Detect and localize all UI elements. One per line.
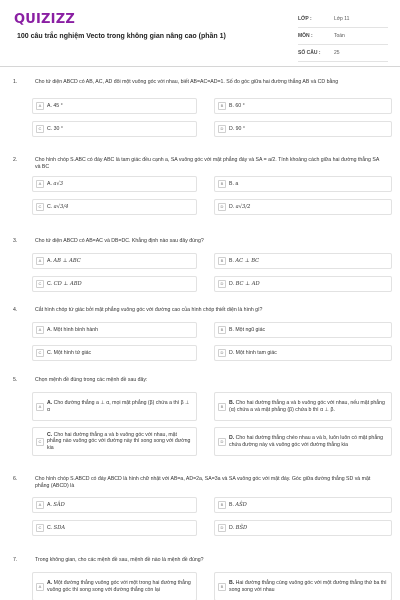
option-label: D. — [229, 203, 235, 210]
option-a[interactable] — [32, 253, 197, 269]
option-letter: C — [36, 280, 44, 288]
option-label: B. — [229, 257, 234, 264]
option-text: Cho hai đường thẳng a và b vuông góc với nhau, nếu mặt phẳng (α) chứa a và mặt phẳng (β) chứa b thì α ⊥ β. — [229, 399, 385, 413]
question-number: 7. — [13, 557, 18, 563]
question-number: 6. — [13, 476, 18, 482]
option-letter: A — [36, 257, 44, 265]
option-text: BC ⊥ AD — [235, 280, 260, 287]
question-number: 3. — [13, 238, 18, 244]
meta-value: Lớp 11 — [334, 16, 350, 22]
option-text: 60 ° — [235, 102, 245, 109]
option-text: AB ⊥ ABC — [53, 257, 81, 264]
option-text: SÂD — [53, 501, 65, 508]
option-text: 45 ° — [53, 102, 63, 109]
question-number: 2. — [13, 157, 18, 163]
option-label: A. — [47, 102, 52, 109]
option-b[interactable] — [214, 253, 392, 269]
option-letter: D — [218, 280, 226, 288]
option-a[interactable] — [32, 322, 197, 338]
question-text: Cho tứ diện ABCD có AB=AC và DB=DC. Khẳng định nào sau đây đúng? — [35, 238, 204, 244]
option-label: B. — [229, 501, 234, 508]
option-label: D. — [229, 524, 235, 531]
option-text: a√3/4 — [53, 203, 69, 210]
option-letter: C — [36, 125, 44, 133]
meta-row-subject — [298, 28, 388, 45]
option-d[interactable] — [214, 199, 392, 215]
question-text: Cho hình chóp S.ABC có đáy ABC là tam giác đều cạnh a, SA vuông góc với mặt phẳng đáy và SA = a/2. Tính khoảng cách giữa hai đường thẳng SA và BC — [35, 157, 379, 170]
option-b[interactable] — [214, 392, 392, 421]
option-label: D. — [229, 280, 235, 287]
question-text: Trong không gian, cho các mệnh đề sau, mệnh đề nào là mệnh đề đúng? — [35, 557, 204, 563]
option-d[interactable] — [214, 121, 392, 137]
question-number: 1. — [13, 79, 18, 85]
option-text: Một đường thẳng vuông góc với một trong hai đường thẳng vuông góc thì song song với đường thẳng còn lại — [47, 579, 191, 593]
option-d[interactable] — [214, 520, 392, 536]
option-letter: D — [218, 125, 226, 133]
option-c[interactable] — [32, 199, 197, 215]
option-label: C. — [47, 280, 53, 287]
option-letter: D — [218, 349, 226, 357]
option-text: Cho đường thẳng a ⊥ α, mọi mặt phẳng (β) chứa a thì β ⊥ α — [47, 399, 190, 413]
option-label: A. — [47, 501, 52, 508]
option-text: Hai đường thẳng cùng vuông góc với một đường thẳng thứ ba thì song song với nhau — [229, 579, 387, 593]
worksheet-header — [0, 0, 400, 67]
question-text: Cho tứ diện ABCD có AB, AC, AD đôi một vuông góc với nhau, biết AB=AC=AD=1. Số đo góc giữa hai đường thẳng AB và CD bằng — [35, 79, 339, 85]
option-label: D. — [229, 434, 235, 441]
option-text: Một hình tam giác — [235, 349, 277, 356]
option-text: a√3 — [53, 180, 64, 187]
option-c[interactable] — [32, 276, 197, 292]
option-letter: A — [36, 501, 44, 509]
option-label: A. — [47, 180, 52, 187]
option-text: AC ⊥ BC — [235, 257, 260, 264]
option-d[interactable] — [214, 427, 392, 456]
option-letter: A — [36, 583, 44, 591]
option-text: 30 ° — [53, 125, 63, 132]
option-c[interactable] — [32, 520, 197, 536]
option-letter: C — [36, 349, 44, 357]
question-number: 4. — [13, 307, 18, 313]
option-text: a — [235, 180, 239, 187]
option-label: A. — [47, 257, 52, 264]
option-d[interactable] — [214, 276, 392, 292]
option-label: A. — [47, 399, 53, 406]
option-text: Một ngũ giác — [235, 326, 266, 333]
option-letter: B — [218, 403, 226, 411]
option-a[interactable] — [32, 497, 197, 513]
option-label: B. — [229, 579, 235, 586]
option-text: Cho hai đường thẳng chéo nhau a và b, luôn luôn có mặt phẳng chứa đường này và vuông góc với đường thẳng kia — [229, 434, 383, 448]
option-label: B. — [229, 399, 235, 406]
option-c[interactable] — [32, 427, 197, 456]
option-label: B. — [229, 180, 234, 187]
option-letter: A — [36, 180, 44, 188]
option-b[interactable] — [214, 497, 392, 513]
option-letter: D — [218, 524, 226, 532]
option-label: C. — [47, 125, 53, 132]
option-text: a√3/2 — [235, 203, 251, 210]
option-a[interactable] — [32, 572, 197, 600]
option-text: BŜD — [235, 524, 248, 531]
option-letter: A — [36, 102, 44, 110]
option-label: C. — [47, 203, 53, 210]
option-letter: C — [36, 438, 44, 446]
meta-value: Toán — [334, 33, 345, 39]
meta-label: LỚP : — [298, 16, 312, 22]
option-letter: B — [218, 326, 226, 334]
option-letter: B — [218, 180, 226, 188]
meta-row-class — [298, 11, 388, 28]
option-d[interactable] — [214, 345, 392, 361]
option-label: D. — [229, 349, 235, 356]
question-text: Cắt hình chóp tứ giác bởi mặt phẳng vuông góc với đường cao của hình chóp thiết diện là hình gì? — [35, 307, 263, 313]
option-text: AŜD — [235, 501, 247, 508]
option-text: SDA — [53, 524, 66, 531]
option-letter: B — [218, 102, 226, 110]
meta-table — [298, 11, 388, 62]
option-label: C. — [47, 431, 53, 438]
meta-label: SỐ CÂU : — [298, 50, 321, 56]
option-label: D. — [229, 125, 235, 132]
option-c[interactable] — [32, 121, 197, 137]
option-letter: B — [218, 583, 226, 591]
meta-value: 25 — [334, 50, 340, 56]
meta-row-count — [298, 45, 388, 62]
option-a[interactable] — [32, 98, 197, 114]
option-letter: D — [218, 203, 226, 211]
option-text: Một hình bình hành — [53, 326, 99, 333]
option-a[interactable] — [32, 392, 197, 421]
option-label: A. — [47, 579, 53, 586]
question-number: 5. — [13, 377, 18, 383]
option-text: Cho hai đường thẳng a và b vuông góc với nhau, mặt phẳng nào vuông góc với đường này thì song song với đường kia — [47, 431, 191, 451]
option-c[interactable] — [32, 345, 197, 361]
meta-label: MÔN : — [298, 33, 313, 39]
option-letter: B — [218, 501, 226, 509]
question-text: Chọn mệnh đề đúng trong các mệnh đề sau đây: — [35, 377, 148, 383]
option-label: C. — [47, 524, 53, 531]
option-text: 90 ° — [235, 125, 245, 132]
option-text: CD ⊥ ABD — [53, 280, 82, 287]
option-b[interactable] — [214, 572, 392, 600]
quizizz-logo: QUIZIZZ — [14, 12, 75, 27]
option-label: C. — [47, 349, 53, 356]
worksheet-title: 100 câu trắc nghiệm Vecto trong không gian nâng cao (phần 1) — [17, 33, 226, 40]
option-letter: B — [218, 257, 226, 265]
option-b[interactable] — [214, 322, 392, 338]
option-letter: A — [36, 403, 44, 411]
option-a[interactable] — [32, 176, 197, 192]
question-text: Cho hình chóp S.ABCD có đáy ABCD là hình chữ nhật với AB=a, AD=2a, SA=3a và SA vuông góc với mặt đáy. Góc giữa đường thẳng SD và mặt phẳng (ABCD) là — [35, 476, 371, 489]
option-letter: C — [36, 203, 44, 211]
option-letter: D — [218, 438, 226, 446]
option-label: B. — [229, 326, 234, 333]
option-text: Một hình tứ giác — [53, 349, 92, 356]
option-b[interactable] — [214, 176, 392, 192]
option-label: A. — [47, 326, 52, 333]
option-b[interactable] — [214, 98, 392, 114]
option-letter: C — [36, 524, 44, 532]
option-label: B. — [229, 102, 234, 109]
option-letter: A — [36, 326, 44, 334]
